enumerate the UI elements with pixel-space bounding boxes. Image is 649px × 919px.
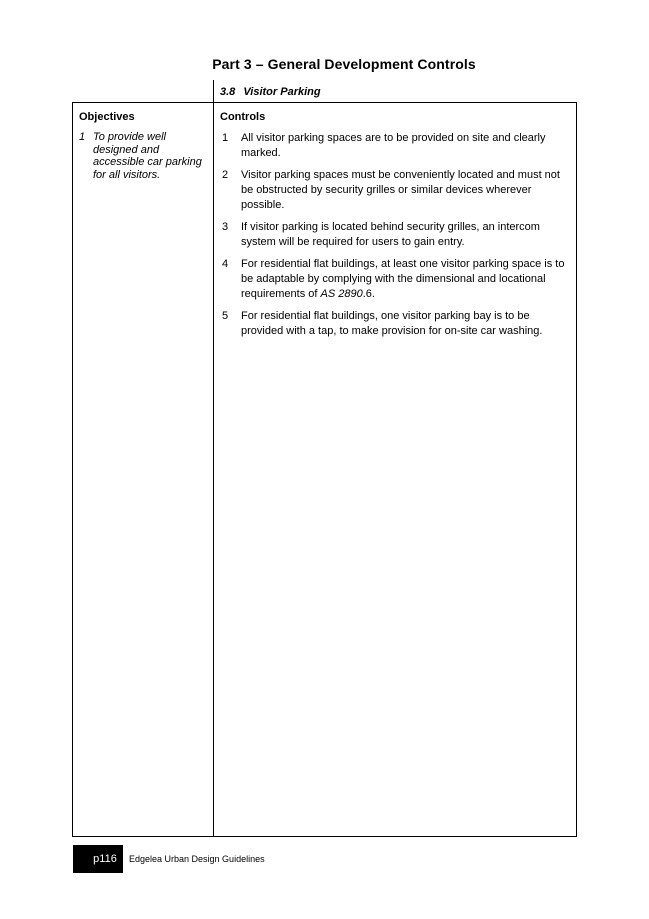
column-divider bbox=[213, 103, 214, 836]
objective-line: To provide well bbox=[93, 131, 166, 143]
objective-text bbox=[93, 131, 202, 181]
page-title: Part 3 – General Development Controls bbox=[212, 56, 476, 72]
section-title: Visitor Parking bbox=[243, 86, 321, 98]
document-title: Edgelea Urban Design Guidelines bbox=[129, 854, 265, 864]
section-number: 3.8 bbox=[220, 86, 236, 98]
control-text-part: .6. bbox=[362, 288, 375, 300]
objectives-column bbox=[79, 111, 207, 181]
control-item bbox=[220, 220, 572, 250]
control-item bbox=[220, 168, 572, 213]
control-text: If visitor parking is located behind security grilles, an intercom system will be required for users to gain entry. bbox=[241, 221, 540, 248]
control-number: 5 bbox=[222, 310, 229, 322]
control-text: For residential flat buildings, one visitor parking bay is to be provided with a tap, to make provision for on-site car washing. bbox=[241, 310, 543, 337]
objective-line: designed and bbox=[93, 143, 160, 156]
controls-column bbox=[220, 111, 572, 346]
control-item bbox=[220, 309, 572, 339]
objectives-heading: Objectives bbox=[79, 111, 135, 123]
control-item bbox=[220, 131, 572, 161]
control-text-part: For residential flat buildings, at least one visitor parking space is to be adaptable by complying with the dimensional and locational requirements of bbox=[241, 258, 565, 300]
objective-line: accessible car parking bbox=[93, 156, 202, 168]
controls-heading: Controls bbox=[220, 111, 266, 123]
objective-number: 1 bbox=[79, 131, 86, 143]
page-number-badge bbox=[73, 845, 123, 873]
control-text: Visitor parking spaces must be conveniently located and must not be obstructed by security grilles or similar devices wherever possible. bbox=[241, 169, 560, 211]
section-heading bbox=[220, 86, 321, 98]
objective-item bbox=[79, 131, 207, 181]
control-number: 1 bbox=[222, 132, 229, 144]
control-number: 3 bbox=[222, 221, 229, 233]
control-number: 2 bbox=[222, 169, 229, 181]
page-number: p116 bbox=[93, 853, 117, 865]
objectives-controls-table bbox=[72, 102, 577, 837]
section-divider-line bbox=[213, 80, 214, 103]
control-text bbox=[241, 257, 572, 302]
control-number: 4 bbox=[222, 258, 229, 270]
control-item bbox=[220, 257, 572, 302]
objective-line: for all visitors. bbox=[93, 168, 161, 181]
standard-reference: AS 2890 bbox=[320, 288, 363, 300]
control-text: All visitor parking spaces are to be provided on site and clearly marked. bbox=[241, 132, 546, 159]
